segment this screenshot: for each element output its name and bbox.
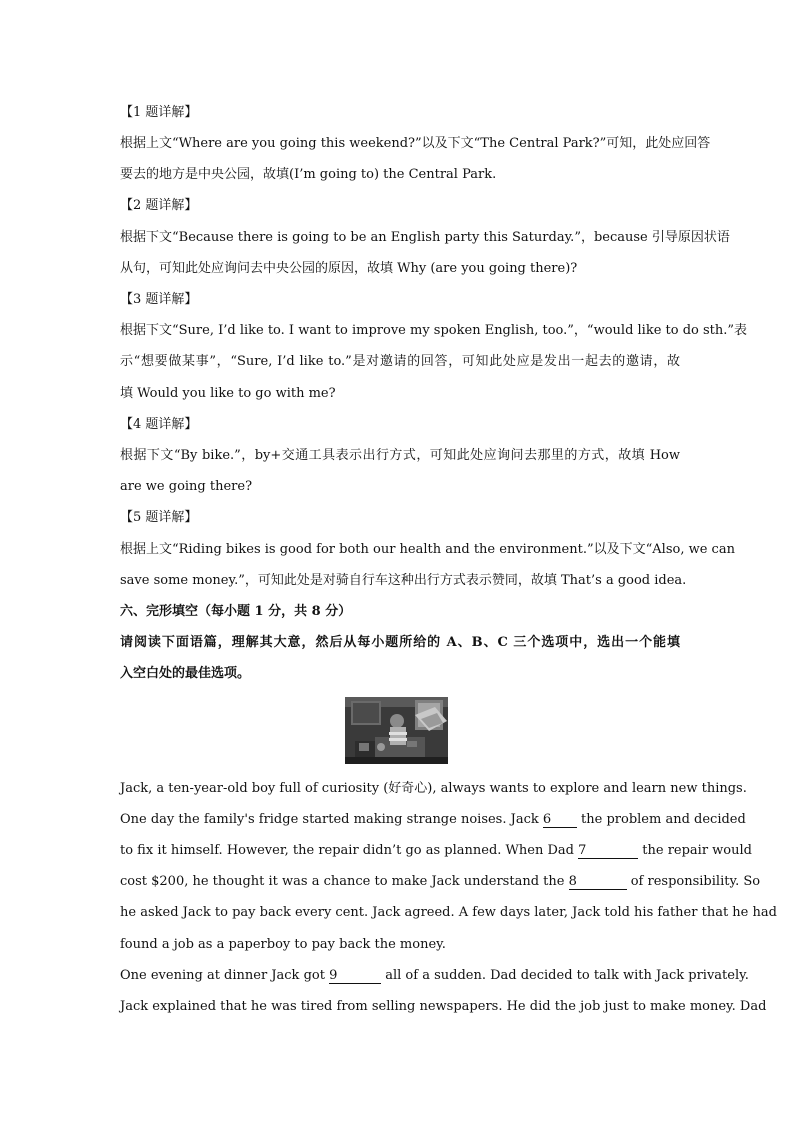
blank-8: 8 [569,875,627,890]
blank-7: 7 [578,844,638,859]
blank-6: 6 [543,813,577,828]
passage-line-4-before: cost $200, he thought it was a chance to make Jack understand the [120,874,565,889]
q1-explanation-line-2: 要去的地方是中央公园，故填(I’m going to) the Central Park. [120,167,497,182]
q2-explanation-line-2: 从句，可知此处应询问去中央公园的原因，故填 Why (are you going there)? [120,261,578,276]
q5-heading: 【5 题详解】 [120,510,198,525]
passage-line-7-before: One evening at dinner Jack got [120,968,325,983]
q2-explanation-line-1: 根据下文“Because there is going to be an English party this Saturday.”，because 引导原因状语 [120,230,730,245]
q3-explanation-line-3: 填 Would you like to go with me? [120,386,336,401]
q4-explanation-line-1: 根据下文“By bike.”，by+交通工具表示出行方式，可知此处应询问去那里的方式，故填 How [120,448,680,463]
passage-line-3-after: the repair would [642,843,752,858]
q3-heading: 【3 题详解】 [120,292,198,307]
passage-line-7 [120,968,749,984]
q5-explanation-line-2: save some money.”，可知此处是对骑自行车这种出行方式表示赞同，故填 That’s a good idea. [120,573,687,588]
q3-explanation-line-1: 根据下文“Sure, I’d like to. I want to improve my spoken English, too.”，“would like to do sth.”表 [120,323,748,338]
q5-explanation-line-1: 根据上文“Riding bikes is good for both our health and the environment.”以及下文“Also, we can [120,542,735,557]
section-title: 六、完形填空（每小题 1 分，共 8 分） [120,604,352,619]
q2-heading: 【2 题详解】 [120,198,198,213]
section-instruction-line-2: 入空白处的最佳选项。 [120,666,251,681]
q4-heading: 【4 题详解】 [120,417,198,432]
passage-line-2 [120,812,746,828]
passage-line-4-after: of responsibility. So [630,874,761,889]
q4-explanation-line-2: are we going there? [120,479,253,494]
passage-line-4 [120,874,761,890]
passage-line-3 [120,843,752,859]
section-instruction-line-1: 请阅读下面语篇，理解其大意，然后从每小题所给的 A、B、C 三个选项中，选出一个能填 [120,635,680,650]
passage-line-3-before: to fix it himself. However, the repair didn’t go as planned. When Dad [120,843,574,858]
passage-line-2-before: One day the family's fridge started making strange noises. Jack [120,812,539,827]
q3-explanation-line-2: 示“想要做某事”，“Sure, I’d like to.”是对邀请的回答，可知此处应是发出一起去的邀请，故 [120,354,680,369]
passage-line-7-after: all of a sudden. Dad decided to talk with Jack privately. [385,968,749,983]
passage-line-5: he asked Jack to pay back every cent. Jack agreed. A few days later, Jack told his father that he had [120,905,777,920]
passage-photo [345,697,448,764]
passage-line-2-after: the problem and decided [581,812,746,827]
boy-repairing-photo [345,697,448,764]
passage-line-1: Jack, a ten-year-old boy full of curiosity (好奇心), always wants to explore and learn new things. [120,781,747,796]
q1-explanation-line-1: 根据上文“Where are you going this weekend?”以及下文“The Central Park?”可知，此处应回答 [120,136,711,151]
passage-line-6: found a job as a paperboy to pay back the money. [120,937,446,952]
blank-9: 9 [329,969,381,984]
passage-line-8: Jack explained that he was tired from selling newspapers. He did the job just to make money. Dad [120,999,767,1014]
q1-heading: 【1 题详解】 [120,105,198,120]
